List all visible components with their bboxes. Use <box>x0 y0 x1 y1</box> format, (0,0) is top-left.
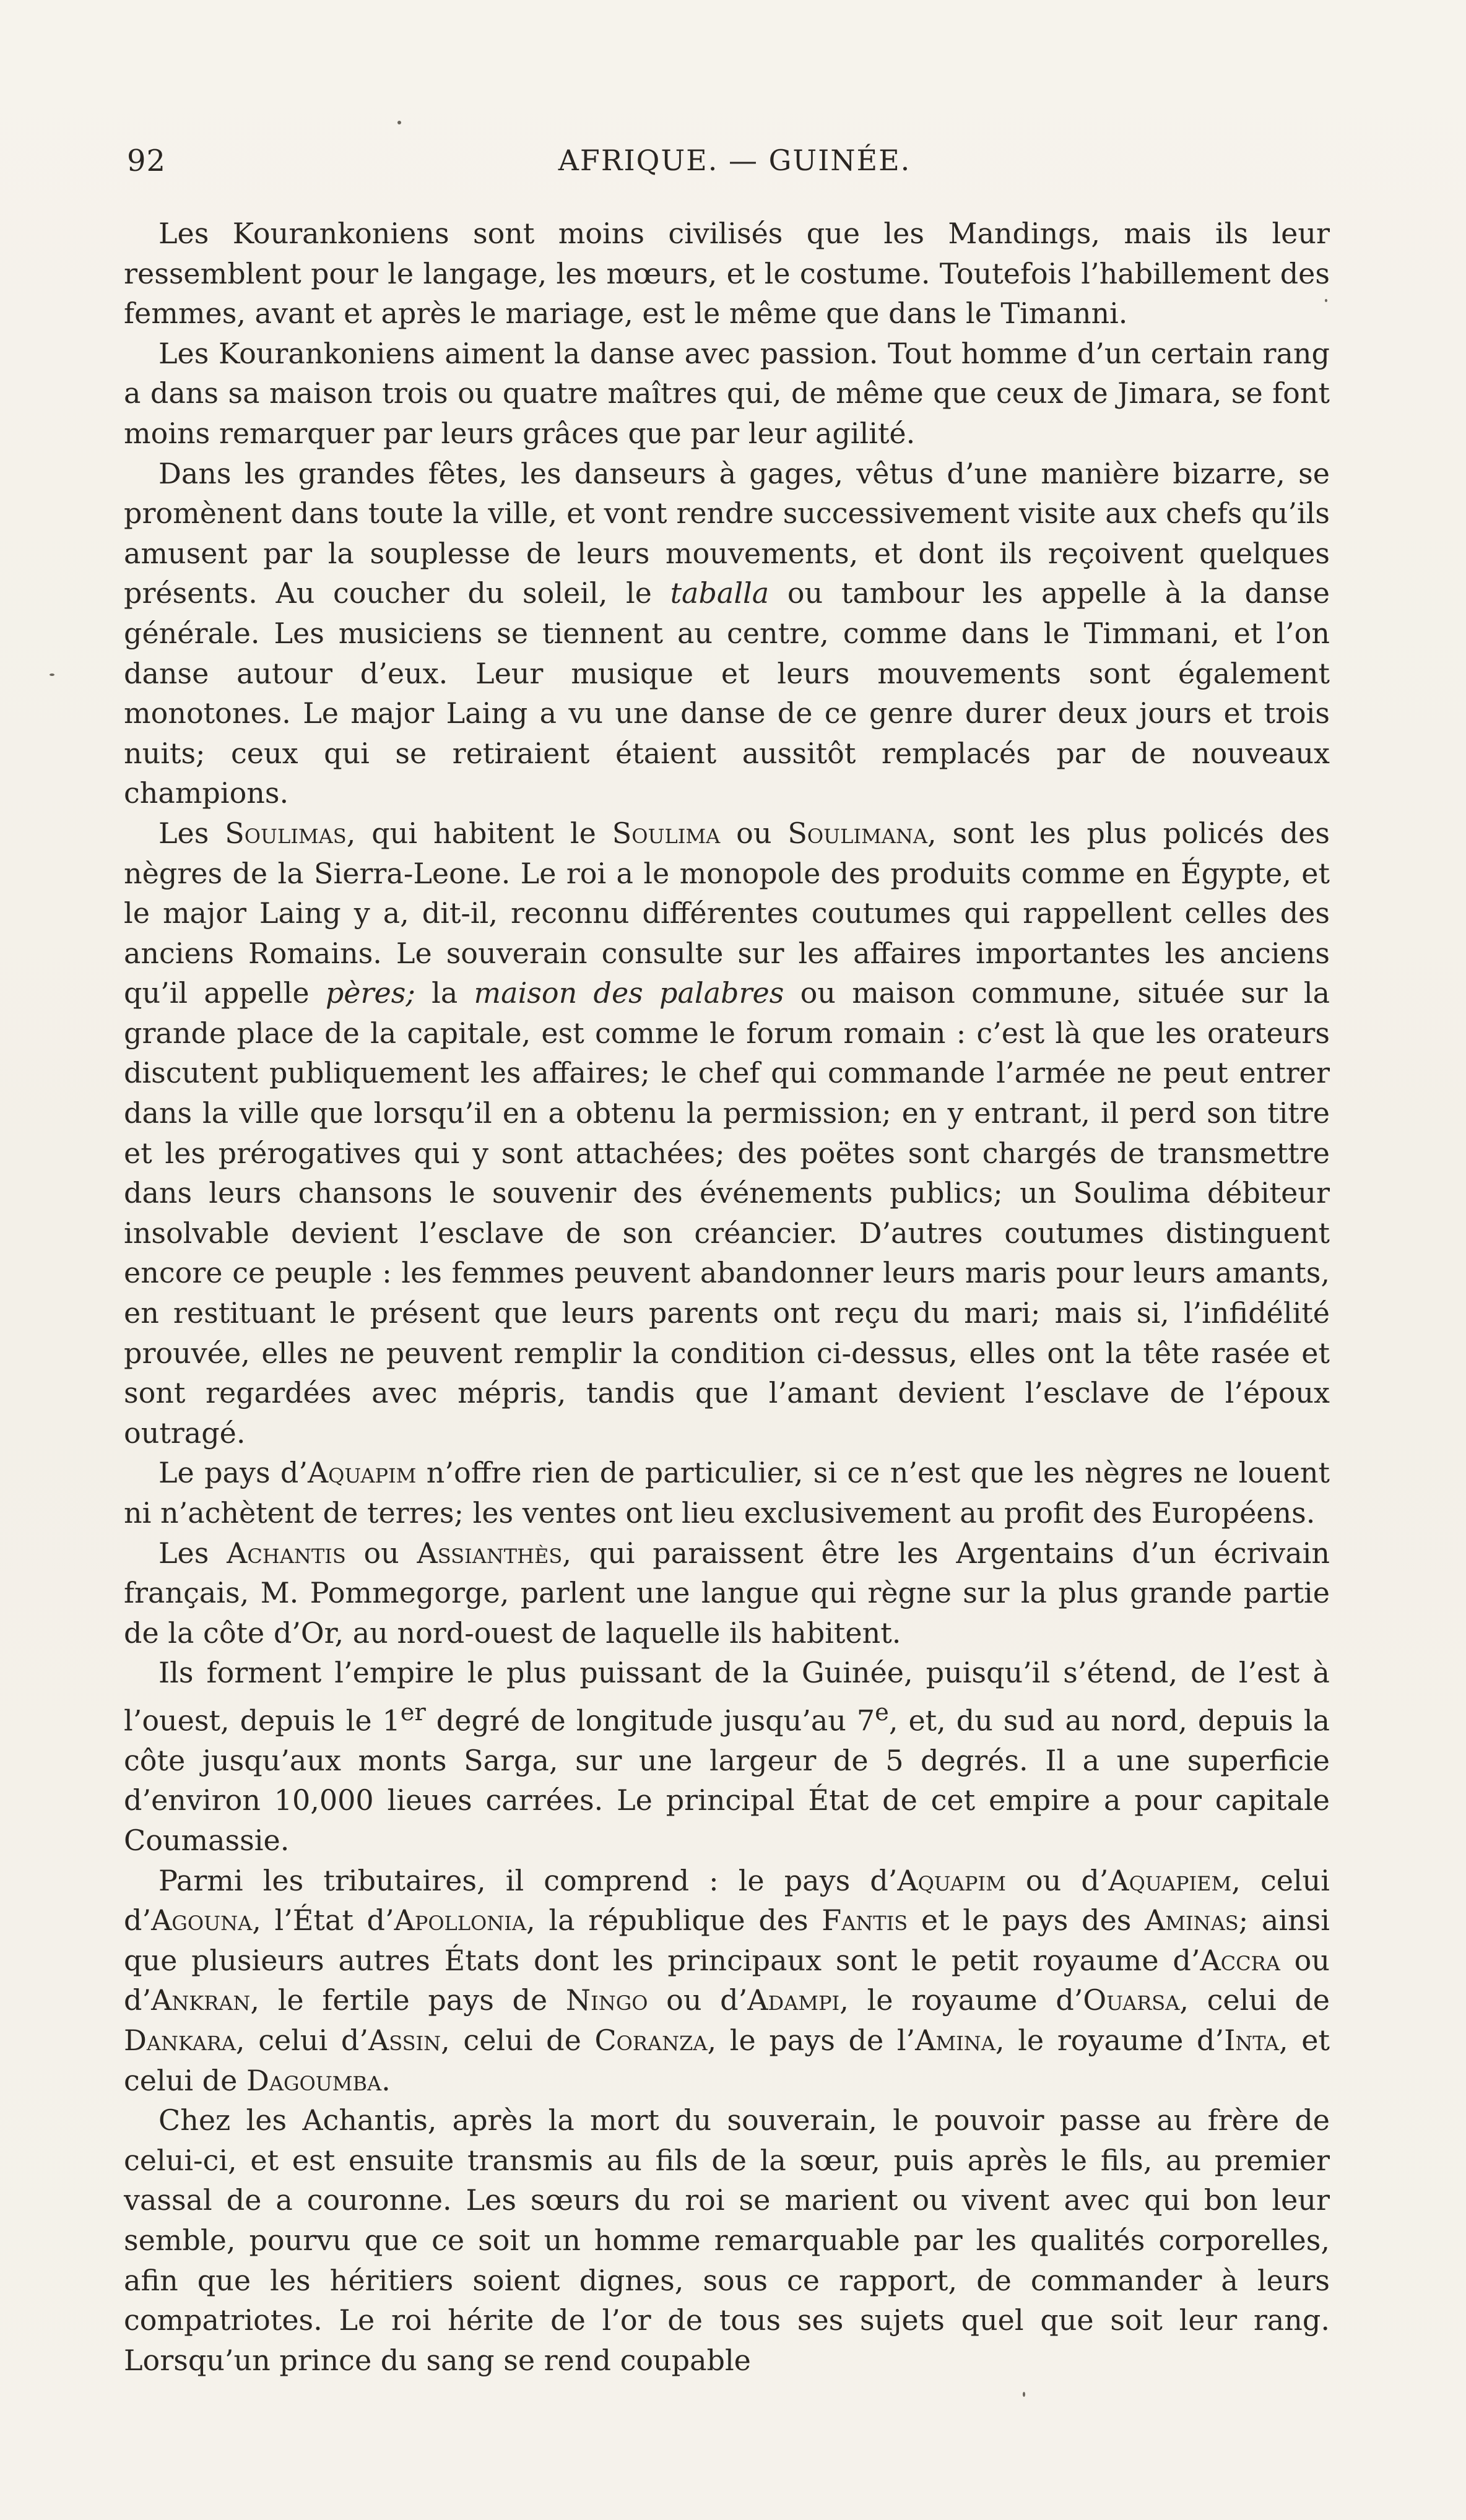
print-speck <box>397 121 401 124</box>
proper-name: Ouarsa <box>1083 1983 1180 2017</box>
text-run: , qui paraissent être les Argentains d’un écrivain français, M. Pommegorge, parlent une langue qui règne sur la plus grande partie de la côte d’Or, au nord-ouest de laquelle ils habitent. <box>124 1536 1330 1650</box>
ordinal-suffix: er <box>400 1698 426 1726</box>
page-header <box>127 144 1342 187</box>
proper-name: Amina <box>915 2024 995 2058</box>
proper-name: Dagoumba <box>246 2063 382 2097</box>
text-run: ou d’ <box>124 1943 1330 2017</box>
text-run: ; ainsi que plusieurs autres États dont les principaux sont le petit royaume d’ <box>124 1903 1330 1977</box>
proper-name: Agouna <box>151 1903 253 1938</box>
proper-name: Assianthès <box>417 1536 563 1570</box>
text-run: , celui d’ <box>124 1863 1330 1938</box>
text-run: Les <box>158 1536 227 1570</box>
proper-name: Soulima <box>612 816 721 850</box>
proper-name: Aminas <box>1145 1903 1239 1938</box>
text-run: , le fertile pays de <box>250 1983 566 2017</box>
proper-name: Soulimas <box>225 816 347 850</box>
proper-name: Inta <box>1224 2024 1279 2058</box>
paragraph <box>124 1861 1330 2101</box>
text-run: , sont les plus policés des nègres de la Sierra-Leone. Le roi a le monopole des produits comme en Égypte, et le major Laing y a, dit-il, reconnu différentes coutumes qui rappellent celles des anciens Romains. Le souverain consulte sur les affaires importantes les anciens qu’il appelle <box>124 816 1330 1010</box>
paragraph <box>124 1653 1330 1860</box>
text-run: , le royaume d’ <box>995 2024 1225 2058</box>
text-run: ou maison commune, située sur la grande place de la capitale, est comme le forum romain : c’est là que les orateurs discutent publiquement les affaires; le chef qui commande l’armée ne peut entrer dans la ville que lorsqu’il en a obtenu la permission; en y entrant, il perd son titre et les prérogatives qui y sont attachées; des poëtes sont chargés de transmettre dans leurs chansons le souvenir des événements publics; un Soulima débiteur insolvable devient l’esclave de son créancier. D’autres coutumes distinguent encore ce peuple : les femmes peuvent abandonner leurs maris pour leurs amants, en restituant le présent que leurs parents ont reçu du mari; mais si, l’infidélité prouvée, elles ne peuvent remplir la condition ci-dessus, elles ont la tête rasée et sont regardées avec mépris, tandis que l’amant devient l’esclave de l’époux outragé. <box>124 976 1330 1450</box>
italic-term: maison des palabres <box>474 976 784 1010</box>
proper-name: Aquapiem <box>1108 1863 1232 1897</box>
proper-name: Ankran <box>151 1983 251 2017</box>
proper-name: Aquapim <box>897 1863 1006 1897</box>
proper-name: Achantis <box>227 1536 346 1570</box>
text-run: ou <box>720 816 788 850</box>
print-speck <box>50 673 54 676</box>
text-run: Les <box>158 816 225 850</box>
italic-term: taballa <box>670 576 770 610</box>
paragraph <box>124 214 1330 334</box>
text-run: , qui habitent le <box>346 816 612 850</box>
text-run: , l’État d’ <box>252 1903 394 1938</box>
proper-name: Dankara <box>124 2024 236 2058</box>
text-run: Ils forment l’empire le plus puissant de la Guinée, puisqu’il s’étend, de l’est à l’ouest, depuis le 1 <box>124 1656 1330 1738</box>
paragraph <box>124 2100 1330 2380</box>
text-run: ou d’ <box>648 1983 748 2017</box>
print-speck <box>1325 299 1327 302</box>
text-run: , et, du sud au nord, depuis la côte jusqu’aux monts Sarga, sur une largeur de 5 degrés. Il a une superficie d’environ 10,000 lieues carrées. Le principal État de cet empire a pour capitale Coumassie. <box>124 1704 1330 1858</box>
proper-name: Coranza <box>594 2024 708 2058</box>
proper-name: Ningo <box>565 1983 648 2017</box>
paragraph <box>124 334 1330 454</box>
proper-name: Adampi <box>747 1983 840 2017</box>
text-run: et le pays des <box>908 1903 1145 1938</box>
proper-name: Aquapim <box>307 1456 417 1490</box>
text-run: degré de longitude jusqu’au 7 <box>425 1704 875 1738</box>
text-run: , celui de <box>1179 1983 1330 2017</box>
proper-name: Accra <box>1200 1943 1280 1977</box>
proper-name: Soulimana <box>787 816 927 850</box>
text-run: , celui de <box>441 2024 595 2058</box>
running-title: AFRIQUE. — GUINÉE. <box>558 144 911 177</box>
proper-name: Apollonia <box>394 1903 527 1938</box>
proper-name: Fantis <box>822 1903 908 1938</box>
text-run: Parmi les tributaires, il comprend : le pays d’ <box>158 1863 898 1897</box>
paragraph <box>124 813 1330 1453</box>
ordinal-suffix: e <box>875 1698 889 1726</box>
text-run: , le pays de l’ <box>707 2024 916 2058</box>
proper-name: Assin <box>368 2024 441 2058</box>
text-run: . <box>381 2063 391 2097</box>
paragraph <box>124 1533 1330 1653</box>
text-run: la <box>415 976 474 1010</box>
text-run: Les Kourankoniens aiment la danse avec passion. Tout homme d’un certain rang a dans sa maison trois ou quatre maîtres qui, de même que ceux de Jimara, se font moins remarquer par leurs grâces que par leur agilité. <box>124 336 1330 450</box>
print-speck <box>1023 2392 1025 2397</box>
text-run: , et celui de <box>124 2024 1330 2097</box>
text-run: Dans les grandes fêtes, les danseurs à gages, vêtus d’une manière bizarre, se promènent dans toute la ville, et vont rendre successivement visite aux chefs qu’ils amusent par la souplesse de leurs mouvements, et dont ils reçoivent quelques présents. Au coucher du soleil, le <box>124 456 1330 610</box>
paragraph <box>124 454 1330 813</box>
text-run: n’offre rien de particulier, si ce n’est que les nègres ne louent ni n’achètent de terres; les ventes ont lieu exclusivement au profit des Européens. <box>124 1456 1330 1530</box>
paragraph <box>124 1453 1330 1533</box>
text-run: Chez les Achantis, après la mort du souverain, le pouvoir passe au frère de celui-ci, et est ensuite transmis au fils de la sœur, puis après le fils, au premier vassal de a couronne. Les sœurs du roi se marient ou vivent avec qui bon leur semble, pourvu que ce soit un homme remarquable par les qualités corporelles, afin que les héritiers soient dignes, sous ce rapport, de commander à leurs compatriotes. Le roi hérite de l’or de tous ses sujets quel que soit leur rang. Lorsqu’un prince du sang se rend coupable <box>124 2103 1330 2377</box>
italic-term: pères; <box>325 976 415 1010</box>
text-run: Les Kourankoniens sont moins civilisés que les Mandings, mais ils leur ressemblent pour le langage, les mœurs, et le costume. Toutefois l’habillement des femmes, avant et après le mariage, est le même que dans le Timanni. <box>124 217 1330 331</box>
page-number: 92 <box>127 144 167 178</box>
text-run: ou d’ <box>1005 1863 1109 1897</box>
text-run: , le royaume d’ <box>839 1983 1083 2017</box>
text-run: , celui d’ <box>235 2024 368 2058</box>
body-text <box>124 214 1330 2380</box>
text-run: ou tambour les appelle à la danse générale. Les musiciens se tiennent au centre, comme dans le Timmani, et l’on danse autour d’eux. Leur musique et leurs mouvements sont également monotones. Le major Laing a vu une danse de ce genre durer deux jours et trois nuits; ceux qui se retiraient étaient aussitôt remplacés par de nouveaux champions. <box>124 576 1330 810</box>
text-run: , la république des <box>526 1903 822 1938</box>
text-run: ou <box>345 1536 417 1570</box>
text-run: Le pays d’ <box>158 1456 308 1490</box>
